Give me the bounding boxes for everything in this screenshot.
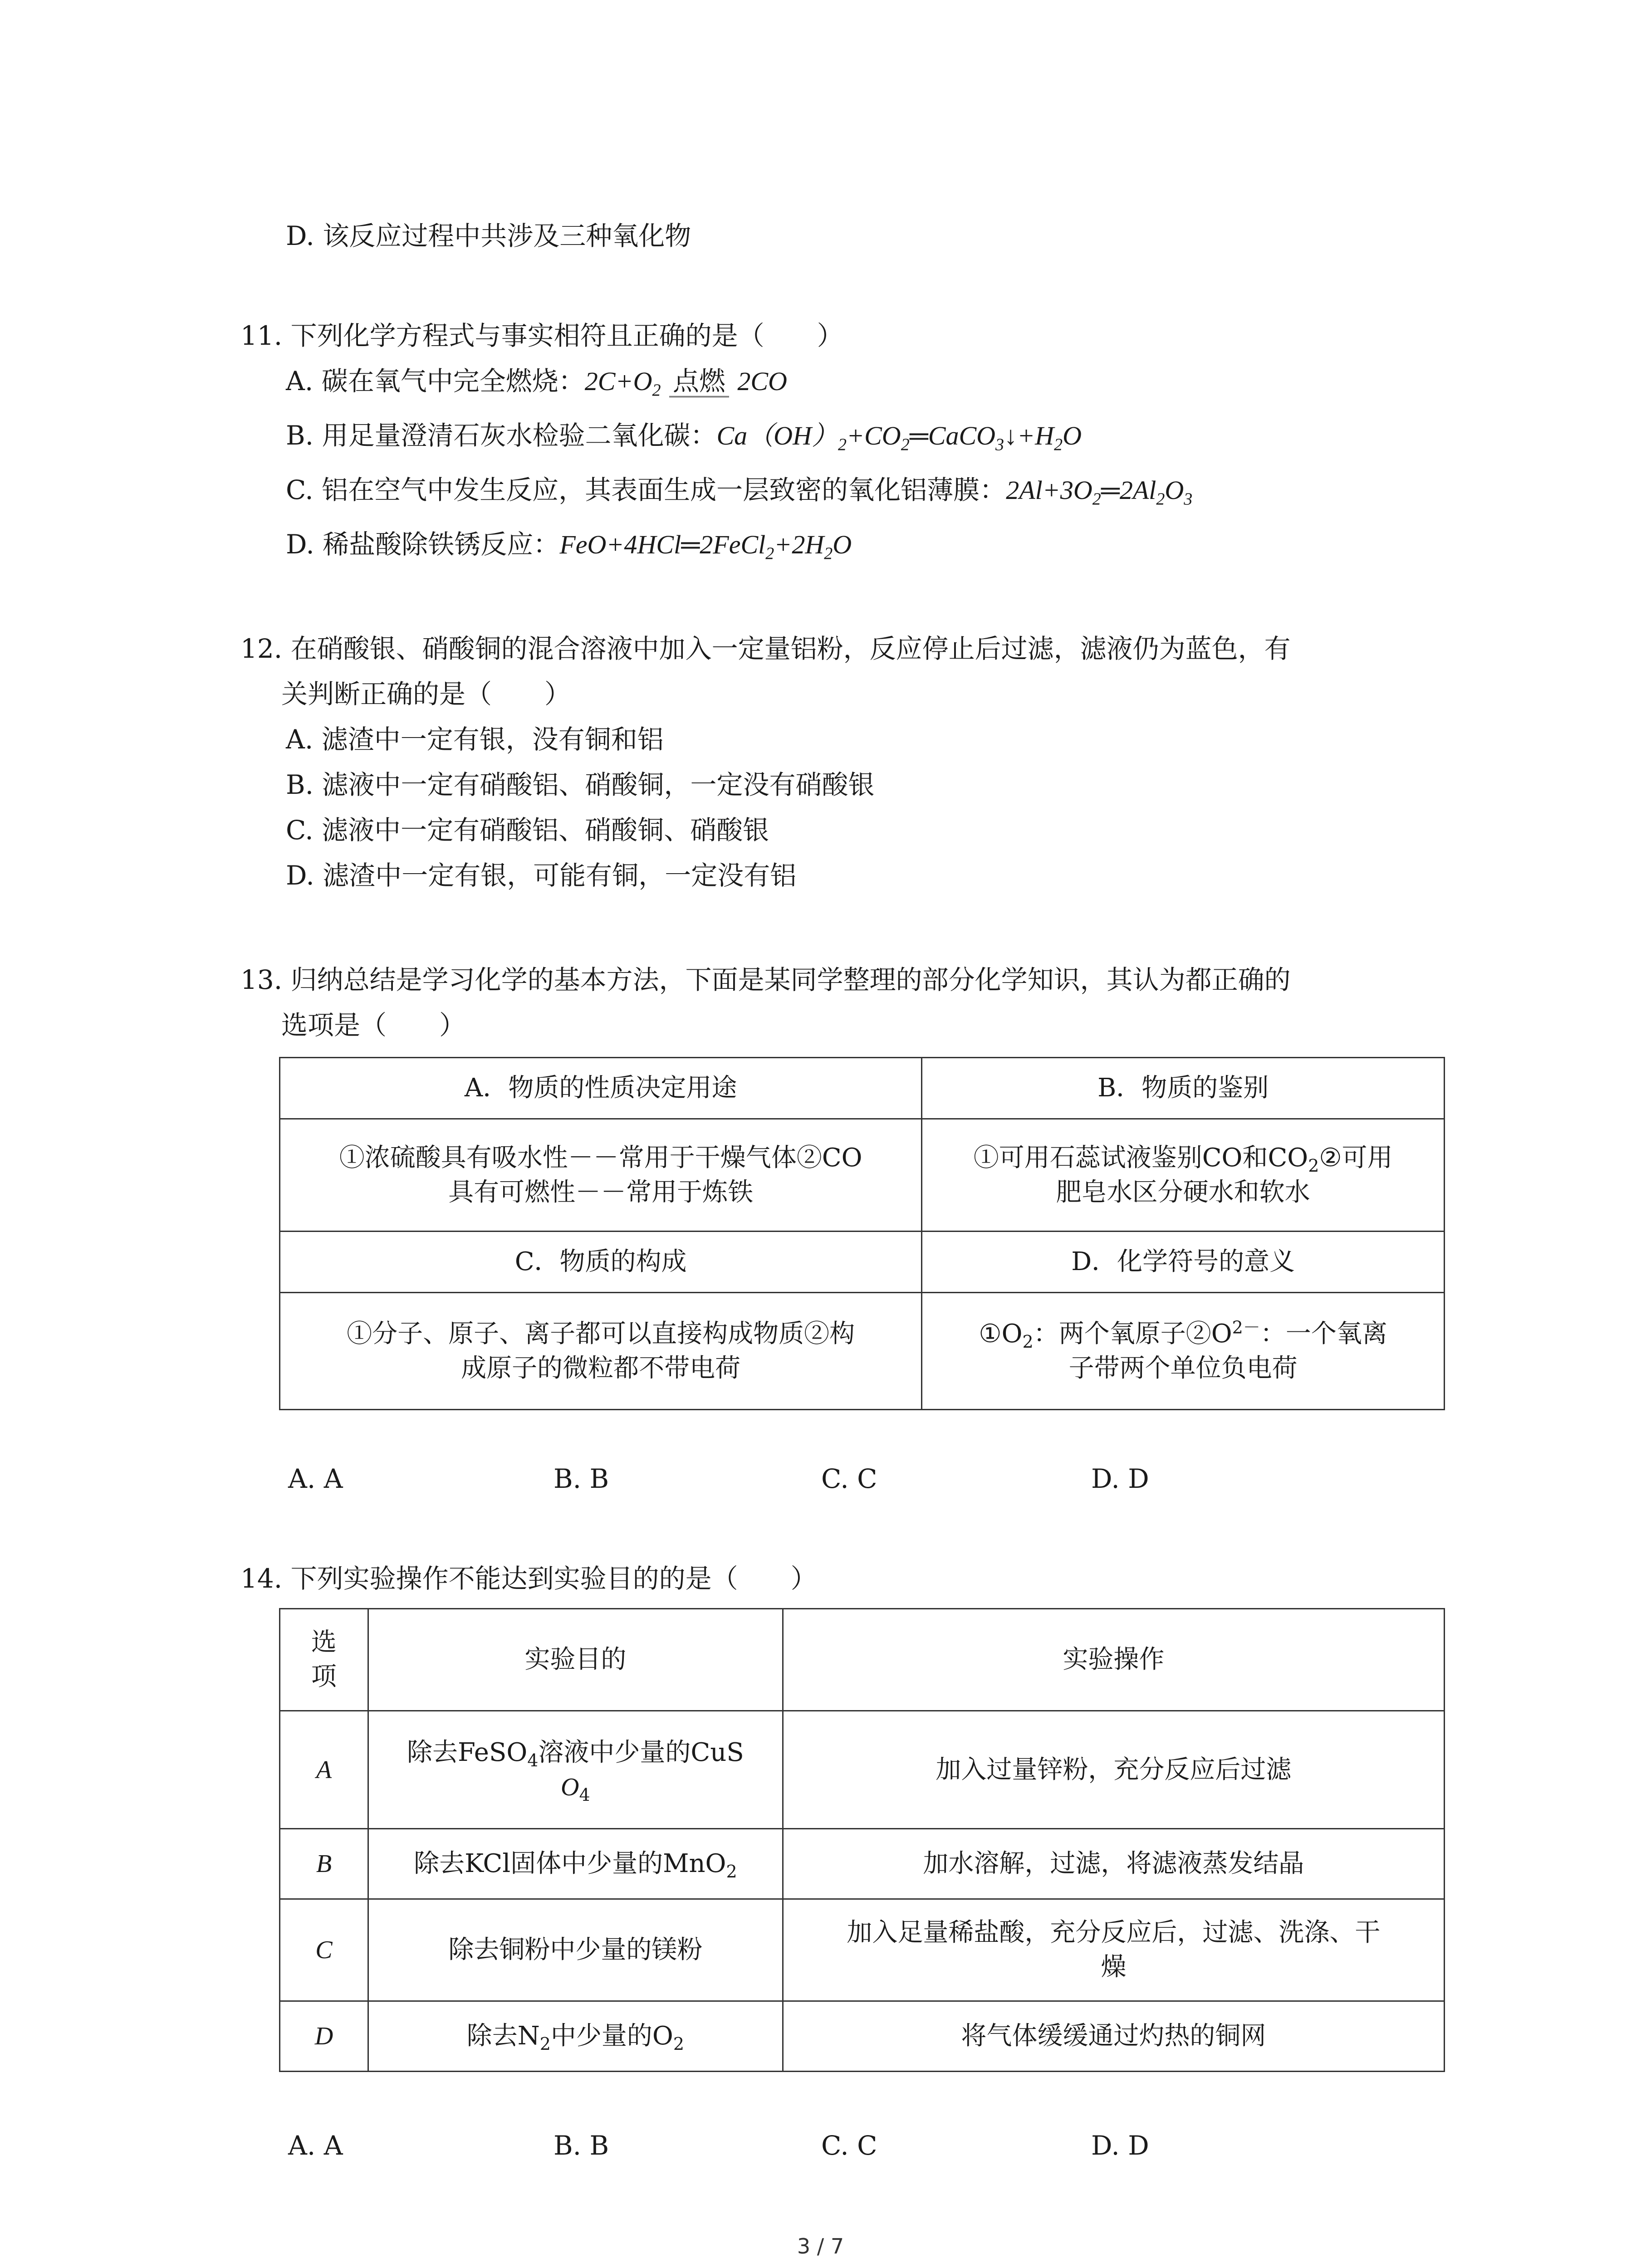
- q11-b-eq3: ═CaCO: [909, 421, 996, 450]
- q11-b-sub1: 2: [838, 435, 847, 455]
- q13-cell-d-1c: ：一个氧离: [1260, 1319, 1387, 1349]
- q13-cell-a: [280, 1119, 922, 1232]
- q14-row-a-goal-2: 溶液中少量的CuS: [538, 1737, 744, 1767]
- q13-cell-b-line1a: ①可用石蕊试液鉴别CO和CO: [973, 1143, 1308, 1173]
- q13-header-d: D．化学符号的意义: [922, 1232, 1445, 1293]
- q11-d-eq: FeO+4HCl═2FeCl: [559, 530, 766, 559]
- q11-c-text: C. 铝在空气中发生反应，其表面生成一层致密的氧化铝薄膜：: [286, 474, 1006, 505]
- table-row: [280, 1232, 1445, 1293]
- q14-row-d-goal-sub: 2: [539, 2034, 551, 2054]
- q12-option-a: A. 滤渣中一定有银，没有铜和铝: [286, 724, 664, 755]
- q12-option-b: B. 滤液中一定有硝酸铝、硝酸铜，一定没有硝酸银: [286, 769, 875, 800]
- q14-row-b-operation: 加水溶解，过滤，将滤液蒸发结晶: [783, 1829, 1444, 1899]
- q11-a-eq: 2C+O: [584, 367, 652, 396]
- q13-table: [279, 1057, 1445, 1410]
- q14-row-c-option: C: [280, 1899, 368, 2001]
- q13-cell-d-sub: 2: [1022, 1331, 1034, 1352]
- q12-option-c: C. 滤液中一定有硝酸铝、硝酸铜、硝酸银: [286, 815, 769, 846]
- q13-choice-a: A. A: [288, 1463, 343, 1494]
- q13-choice-b: B. B: [554, 1463, 609, 1494]
- table-row: [280, 1119, 1445, 1232]
- table-row: [280, 1711, 1445, 1829]
- q14-row-d-goal-sub2: 2: [673, 2034, 684, 2054]
- q14-row-a-goal-1: 除去FeSO: [407, 1737, 528, 1767]
- q13-cell-a-line1: ①浓硫酸具有吸水性－－常用于干燥气体②CO: [339, 1143, 862, 1173]
- q11-d-eq3: O: [833, 530, 852, 559]
- q14-choice-b: B. B: [554, 2130, 609, 2161]
- q14-row-a-goal-3: O: [561, 1773, 579, 1801]
- q14-row-d-option: D: [280, 2001, 368, 2072]
- q13-cell-d-1b: ：两个氧原子②O: [1033, 1319, 1232, 1349]
- q14-choice-a: A. A: [288, 2130, 343, 2161]
- q11-c-eq: 2Al+3O: [1006, 475, 1092, 505]
- q11-option-a: [286, 363, 787, 400]
- q11-b-sub2: 2: [901, 435, 910, 455]
- table-row: [280, 1293, 1445, 1410]
- q11-d-text: D. 稀盐酸除铁锈反应：: [286, 529, 560, 560]
- q13-cell-d-1a: ①O: [979, 1319, 1023, 1349]
- q14-stem: 14. 下列实验操作不能达到实验目的的是（ ）: [240, 1563, 817, 1594]
- q13-header-c: C．物质的构成: [280, 1232, 922, 1293]
- q11-option-d: [286, 526, 852, 563]
- q11-a-product: 2CO: [737, 367, 787, 396]
- q14-row-d-goal: [368, 2001, 783, 2072]
- q11-option-b: [286, 417, 1082, 454]
- q13-cell-b: [922, 1119, 1445, 1232]
- q14-row-a-goal-sub: 4: [527, 1750, 539, 1770]
- q14-header-option-2: 项: [311, 1662, 337, 1691]
- table-row: [280, 1058, 1445, 1119]
- q13-stem-line1: 13. 归纳总结是学习化学的基本方法，下面是某同学整理的部分化学知识，其认为都正确的: [240, 964, 1291, 995]
- table-row: [280, 2001, 1445, 2072]
- q12-stem-line2: 关判断正确的是（ ）: [281, 679, 571, 709]
- q14-row-b-option: B: [280, 1829, 368, 1899]
- q14-row-a-option: A: [280, 1711, 368, 1829]
- q14-header-option: [280, 1609, 368, 1711]
- q13-cell-c-line1: ①分子、原子、离子都可以直接构成物质②构: [347, 1319, 855, 1349]
- q11-b-text: B. 用足量澄清石灰水检验二氧化碳：: [286, 420, 717, 451]
- q14-row-b-goal: [368, 1829, 783, 1899]
- q14-table: [279, 1608, 1445, 2072]
- q14-row-b-goal-sub: 2: [726, 1862, 737, 1882]
- q14-choice-d: D. D: [1091, 2130, 1149, 2161]
- q13-cell-b-line1b: ②可用: [1319, 1143, 1393, 1173]
- q14-row-a-goal: [368, 1711, 783, 1829]
- q11-d-sub1: 2: [765, 544, 774, 563]
- q13-cell-d-line2: 子带两个单位负电荷: [1068, 1353, 1298, 1383]
- q13-cell-d: [922, 1293, 1445, 1410]
- table-row: [280, 1609, 1445, 1711]
- table-row: [280, 1829, 1445, 1899]
- q11-b-eq4: ↓+H: [1004, 421, 1054, 450]
- reaction-equals-sign: [669, 396, 729, 397]
- q13-cell-d-sup: 2－: [1232, 1317, 1260, 1337]
- q11-d-sub2: 2: [824, 544, 833, 563]
- q11-a-text: A. 碳在氧气中完全燃烧：: [286, 366, 585, 396]
- q13-choice-d: D. D: [1091, 1463, 1149, 1494]
- q11-b-eq: Ca（OH）: [716, 421, 838, 450]
- q14-row-b-goal-1: 除去KCl固体中少量的MnO: [414, 1849, 726, 1878]
- q14-header-operation: 实验操作: [783, 1609, 1444, 1711]
- q11-a-sub: 2: [652, 381, 661, 400]
- q14-row-d-goal-2: 中少量的O: [550, 2021, 673, 2051]
- q13-cell-a-line2: 具有可燃性－－常用于炼铁: [448, 1177, 754, 1207]
- q14-choice-c: C. C: [821, 2130, 877, 2161]
- q13-header-a: A．物质的性质决定用途: [280, 1058, 922, 1119]
- q13-stem-line2: 选项是（ ）: [281, 1010, 466, 1041]
- q14-header-goal: 实验目的: [368, 1609, 783, 1711]
- q14-row-c-operation: [783, 1899, 1444, 2001]
- q14-row-d-operation: 将气体缓缓通过灼热的铜网: [783, 2001, 1444, 2072]
- q13-choice-c: C. C: [821, 1463, 877, 1494]
- q11-d-eq2: +2H: [774, 530, 824, 559]
- q11-c-sub1: 2: [1092, 489, 1101, 509]
- q13-header-b: B．物质的鉴别: [922, 1058, 1445, 1119]
- page-number: 3 / 7: [797, 2234, 844, 2258]
- q14-row-a-goal-sub2: 4: [579, 1784, 590, 1805]
- q12-stem-line1: 12. 在硝酸银、硝酸铜的混合溶液中加入一定量铝粉，反应停止后过滤，滤液仍为蓝色，有: [240, 633, 1291, 664]
- q11-b-eq5: O: [1063, 421, 1082, 450]
- q11-c-sub3: 3: [1184, 489, 1193, 509]
- reaction-condition: [669, 363, 729, 399]
- q11-a-cond: 点燃: [672, 366, 725, 396]
- q11-option-c: [286, 472, 1192, 508]
- q13-cell-b-sub: 2: [1308, 1155, 1319, 1176]
- q11-c-eq2: ═2Al: [1101, 475, 1156, 505]
- q14-header-option-1: 选: [311, 1628, 337, 1657]
- q10-option-d: D. 该反应过程中共涉及三种氧化物: [286, 220, 691, 251]
- q11-b-sub3: 3: [995, 435, 1004, 455]
- q14-row-d-goal-1: 除去N: [466, 2021, 540, 2051]
- q14-row-a-operation: 加入过量锌粉，充分反应后过滤: [783, 1711, 1444, 1829]
- q14-row-c-goal: 除去铜粉中少量的镁粉: [368, 1899, 783, 2001]
- q11-b-eq2: +CO: [846, 421, 901, 450]
- q14-row-c-op-1: 加入足量稀盐酸，充分反应后，过滤、洗涤、干: [847, 1918, 1381, 1947]
- q11-stem: 11. 下列化学方程式与事实相符且正确的是（ ）: [240, 320, 843, 351]
- q14-row-c-op-2: 燥: [1101, 1952, 1127, 1982]
- q11-b-sub4: 2: [1054, 435, 1063, 455]
- q13-cell-c: [280, 1293, 922, 1410]
- q13-cell-c-line2: 成原子的微粒都不带电荷: [461, 1353, 741, 1383]
- q12-option-d: D. 滤渣中一定有银，可能有铜，一定没有铝: [286, 860, 797, 891]
- q11-c-eq3: O: [1165, 475, 1184, 505]
- q11-c-sub2: 2: [1156, 489, 1165, 509]
- table-row: [280, 1899, 1445, 2001]
- q13-cell-b-line2: 肥皂水区分硬水和软水: [1056, 1177, 1310, 1207]
